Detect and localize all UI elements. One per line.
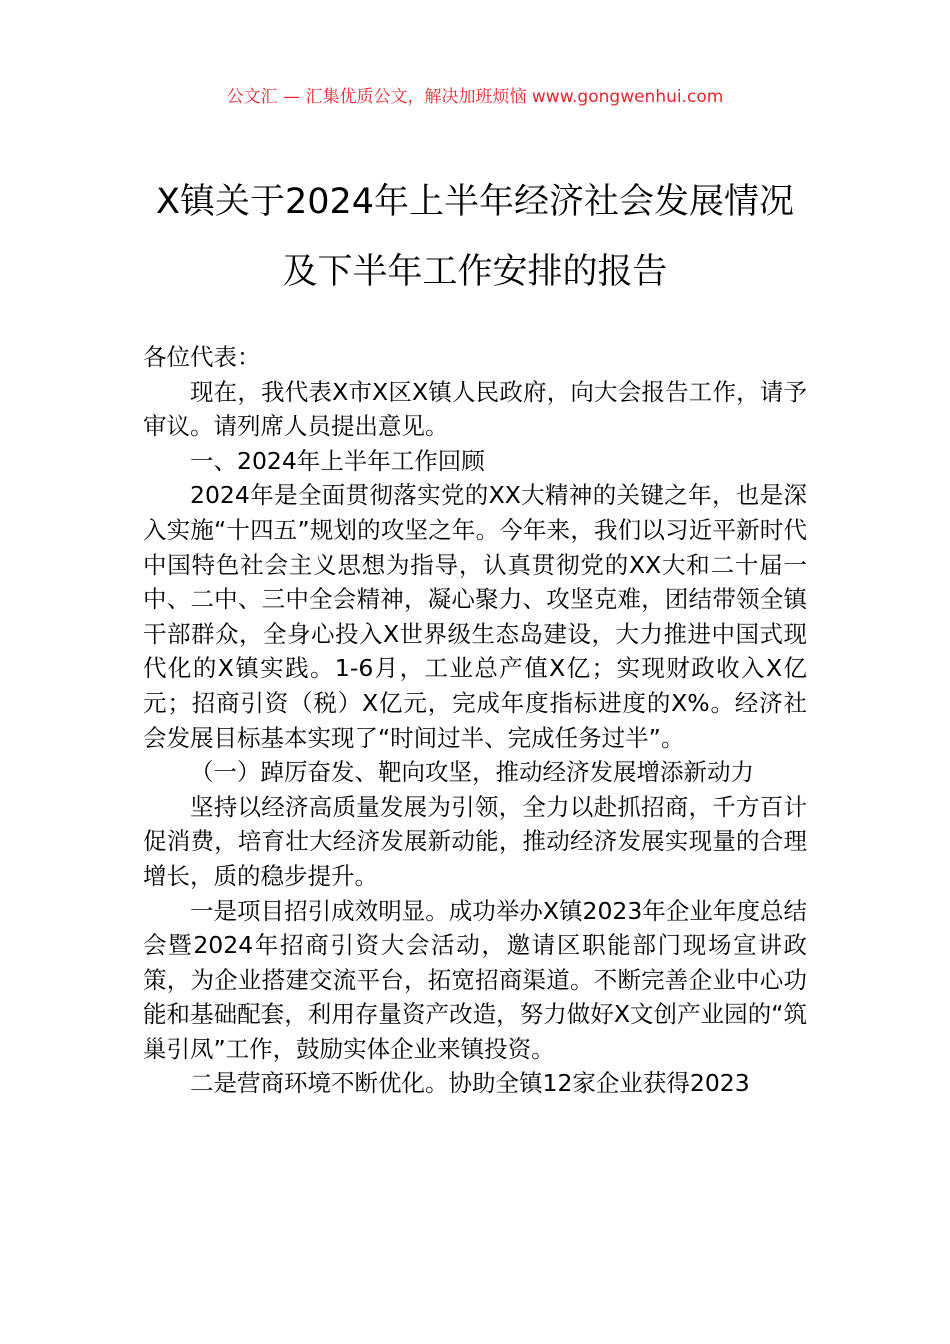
document-title-line-1: X镇关于2024年上半年经济社会发展情况 bbox=[155, 182, 795, 222]
document-title-line-2: 及下半年工作安排的报告 bbox=[282, 252, 668, 292]
section-heading-review: 一、2024年上半年工作回顾 bbox=[190, 446, 485, 475]
paragraph-business-environment: 二是营商环境不断优化。协助全镇12家企业获得2023 bbox=[190, 1069, 750, 1098]
salutation: 各位代表： bbox=[143, 343, 261, 371]
subsection-heading-economy: （一）踔厉奋发、靶向攻坚，推动经济发展增添新动力 bbox=[190, 758, 754, 787]
paragraph-project-investment: 一是项目招引成效明显。成功举办X镇2023年企业年度总结会暨2024年招商引资大会活动，邀请区职能部门现场宣讲政策，为企业搭建交流平台，拓宽招商渠道。不断完善企业中心功能和基础配套，利用存量资产改造，努力做好X文创产业园的“筑巢引凤”工作，鼓励实体企业来镇投资。 bbox=[143, 896, 807, 1063]
paragraph-overview: 2024年是全面贯彻落实党的XX大精神的关键之年，也是深入实施“十四五”规划的攻坚之年。今年来，我们以习近平新时代中国特色社会主义思想为指导，认真贯彻党的XX大和二十届一中、二中、三中全会精神，凝心聚力、攻坚克难，团结带领全镇干部群众，全身心投入X世界级生态岛建设，大力推进中国式现代化的X镇实践。1-6月，工业总产值X亿；实现财政收入X亿元；招商引资（税）X亿元，完成年度指标进度的X%。经济社会发展目标基本实现了“时间过半、完成任务过半”。 bbox=[143, 481, 807, 752]
document-body bbox=[143, 340, 807, 1101]
paragraph-intro: 现在，我代表X市X区X镇人民政府，向大会报告工作，请予审议。请列席人员提出意见。 bbox=[143, 377, 807, 441]
header-banner: 公文汇 — 汇集优质公文，解决加班烦恼 www.gongwenhui.com bbox=[226, 87, 724, 107]
paragraph-economy-summary: 坚持以经济高质量发展为引领，全力以赴抓招商，千方百计促消费，培育壮大经济发展新动能，推动经济发展实现量的合理增长，质的稳步提升。 bbox=[143, 792, 807, 890]
